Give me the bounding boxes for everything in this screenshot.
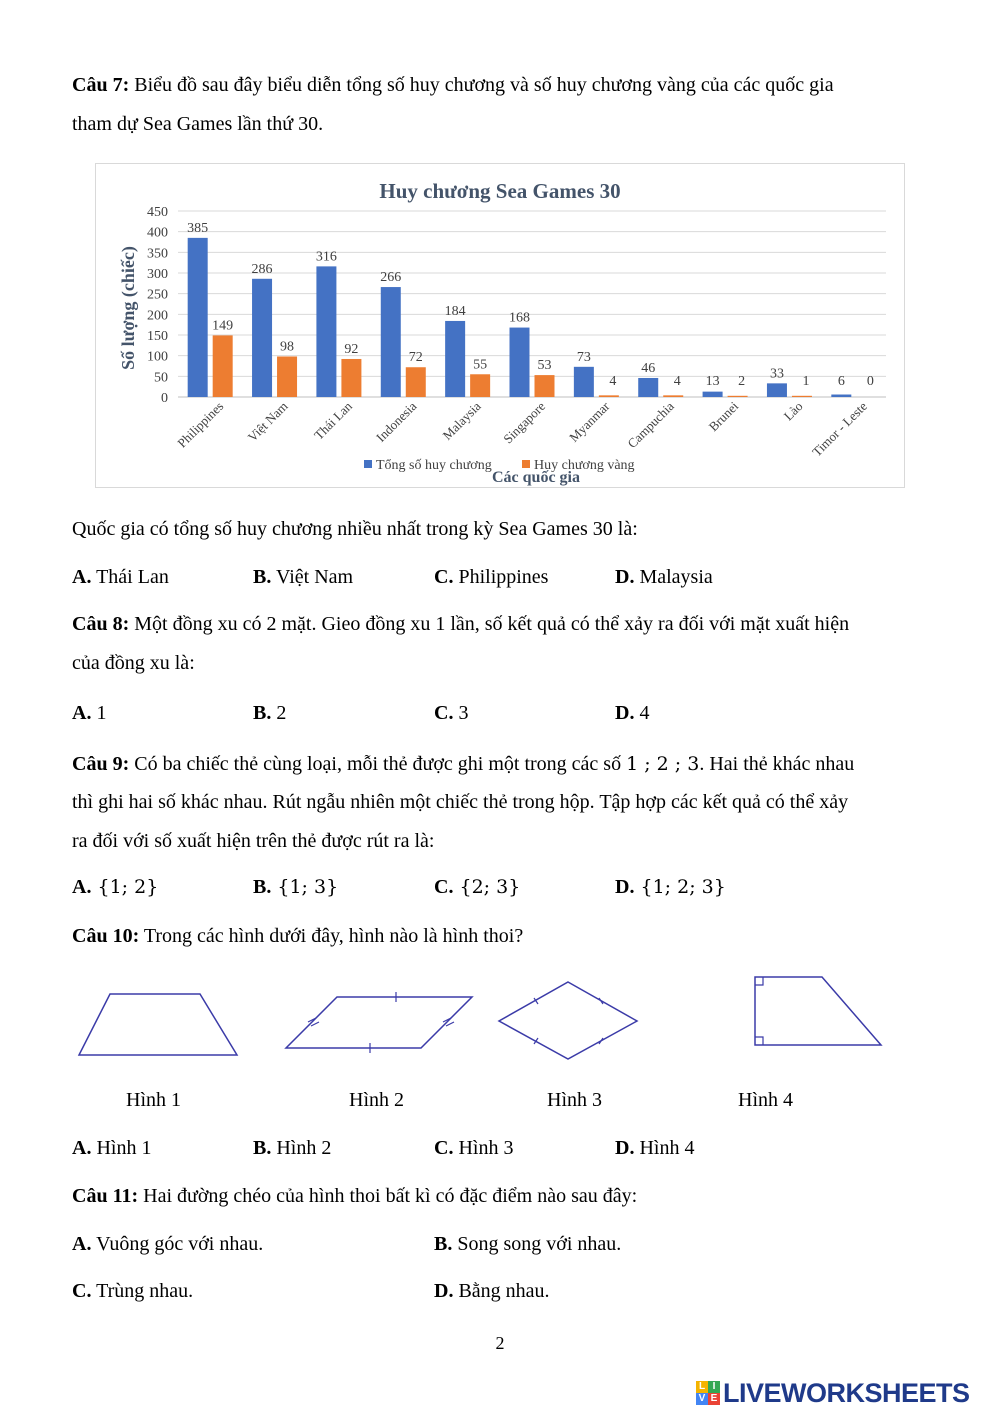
bar-gold-6 [599,395,619,397]
q7-option-c-key: C. [434,566,454,588]
q8-option-a-key: A. [72,702,92,724]
q8-option-a-text: 1 [91,702,107,724]
q8-option-b[interactable] [253,701,286,725]
logo-mark-l: L [696,1381,708,1393]
y-tick-label-300: 300 [147,267,168,282]
q9-text-1-math: 1 ; 2 ; 3 [626,753,700,775]
logo-mark-v: V [696,1393,708,1405]
bar-gold-0 [213,335,233,397]
q11-option-b[interactable] [434,1232,621,1256]
q11-label: Câu 11: [72,1185,139,1207]
data-label-gold-6: 4 [609,374,617,389]
data-label-gold-0: 149 [212,318,234,334]
medal-chart [95,163,905,488]
q8-label: Câu 8: [72,613,130,635]
q9-option-c[interactable] [434,875,520,899]
q7-option-c-text: Philippines [453,566,549,588]
q10-option-b[interactable] [253,1136,331,1160]
q9-option-d[interactable] [615,875,726,899]
q9-text-1b: . Hai thẻ khác nhau [699,753,855,775]
q7-label: Câu 7: [72,74,130,96]
chart-title: Huy chương Sea Games 30 [379,179,621,203]
data-label-gold-8: 2 [738,374,746,389]
bar-total-5 [510,328,530,397]
page-number: 2 [495,1333,505,1353]
data-label-total-8: 13 [705,374,720,389]
q8-option-b-text: 2 [271,702,287,724]
q8-option-c-text: 3 [453,702,469,724]
q11-option-c-key: C. [72,1280,92,1302]
logo-mark-i: I [708,1381,720,1393]
bar-total-0 [188,238,208,397]
logo-mark-icon [696,1381,720,1405]
q9-text-1a: Có ba chiếc thẻ cùng loại, mỗi thẻ được ghi một trong các số [129,753,627,775]
shape-4-right-trapezoid [755,977,881,1045]
q7-option-a[interactable] [72,565,169,589]
q7-option-a-key: A. [72,566,92,588]
shape-2-parallelogram [286,997,472,1048]
x-axis-label: Các quốc gia [492,469,580,486]
q7-option-b-text: Việt Nam [271,566,354,588]
q11-option-b-key: B. [434,1233,453,1255]
bar-total-6 [574,367,594,397]
q9-option-c-text: {2; 3} [453,876,521,898]
q8-line1 [72,612,849,636]
q9-option-b[interactable] [253,875,338,899]
q11-option-d[interactable] [434,1279,550,1303]
x-tick-label-5: Singapore [500,398,549,447]
q8-option-b-key: B. [253,702,272,724]
data-label-total-3: 266 [380,270,402,286]
shape-4-right-angle-top [755,977,763,985]
y-tick-label-200: 200 [147,308,168,324]
q9-option-d-key: D. [615,876,635,898]
q10-option-c[interactable] [434,1136,513,1160]
bar-total-8 [703,392,723,397]
q8-option-d-text: 4 [634,702,650,724]
y-tick-label-150: 150 [147,329,168,344]
y-tick-label-50: 50 [154,370,168,386]
q10-option-a[interactable] [72,1136,151,1160]
y-axis-label: Số lượng (chiếc) [118,246,138,370]
x-tick-label-0: Philippines [174,398,227,451]
bar-gold-3 [406,367,426,397]
q8-text-2: của đồng xu là: [72,652,195,674]
x-tick-label-3: Indonesia [373,398,420,445]
data-label-total-0: 385 [187,220,209,236]
y-tick-label-100: 100 [147,349,168,365]
q9-option-a-text: {1; 2} [91,876,159,898]
q9-text-2: thì ghi hai số khác nhau. Rút ngẫu nhiên một chiếc thẻ trong hộp. Tập hợp các kết quả có thể xảy [72,791,849,813]
q10-shapes [0,960,1000,1070]
bar-total-2 [316,266,336,397]
bar-total-1 [252,279,272,397]
x-tick-label-8: Brunei [705,398,742,435]
q7-line1 [72,73,834,97]
shape-label-2: Hình 2 [349,1089,404,1111]
q7-option-d-key: D. [615,566,635,588]
shape-3-rhombus [499,982,637,1059]
data-label-gold-5: 53 [537,358,552,374]
x-tick-label-1: Việt Nam [244,398,291,445]
data-label-total-10: 6 [837,374,845,389]
q7-option-a-text: Thái Lan [91,566,169,588]
bar-gold-2 [341,359,361,397]
bar-gold-7 [663,395,683,397]
q9-option-b-text: {1; 3} [271,876,339,898]
q7-text-2: tham dự Sea Games lần thứ 30. [72,113,324,135]
x-tick-label-2: Thái Lan [310,398,356,443]
bar-gold-5 [535,375,555,397]
data-label-total-5: 168 [509,310,530,326]
q7-text-1: Biểu đồ sau đây biểu diễn tổng số huy chương và số huy chương vàng của các quốc gia [129,74,834,96]
shape-1-trapezoid [79,994,237,1055]
bar-gold-9 [792,396,812,397]
q10-line [72,924,523,948]
shape-label-1: Hình 1 [126,1089,181,1111]
data-label-gold-7: 4 [673,374,681,389]
q7-option-d-text: Malaysia [634,566,713,588]
bar-total-9 [767,383,787,397]
q8-option-c-key: C. [434,702,454,724]
x-tick-label-7: Campuchia [624,398,677,451]
data-label-total-4: 184 [444,303,466,319]
q11-option-b-text: Song song với nhau. [452,1233,622,1255]
q11-option-d-key: D. [434,1280,454,1302]
q8-text-1: Một đồng xu có 2 mặt. Gieo đồng xu 1 lần, số kết quả có thể xảy ra đối với mặt xuất hiện [129,613,850,635]
shape-label-4: Hình 4 [738,1089,793,1111]
q10-text: Trong các hình dưới đây, hình nào là hình thoi? [139,925,524,947]
q9-option-c-key: C. [434,876,454,898]
q8-option-c[interactable] [434,701,468,725]
q7-option-d[interactable] [615,565,713,589]
data-label-total-6: 73 [576,349,591,365]
data-label-gold-9: 1 [802,374,810,389]
y-tick-label-450: 450 [147,205,168,220]
data-label-total-7: 46 [641,360,656,376]
legend-label-1: Huy chương vàng [534,458,635,473]
liveworksheets-logo [696,1378,996,1408]
q8-option-a[interactable] [72,701,106,725]
bar-total-3 [381,287,401,397]
q9-label: Câu 9: [72,753,130,775]
q9-text-3: ra đối với số xuất hiện trên thẻ được rút ra là: [72,830,435,852]
q9-option-a[interactable] [72,875,158,899]
q11-option-c-text: Trùng nhau. [91,1280,194,1302]
q9-option-d-text: {1; 2; 3} [634,876,726,898]
q7-option-b-key: B. [253,566,272,588]
bar-gold-1 [277,356,297,397]
x-tick-label-6: Myanmar [566,398,613,445]
legend-swatch-1 [522,460,530,468]
q11-option-c[interactable] [72,1279,193,1303]
q11-option-a-text: Vuông góc với nhau. [91,1233,264,1255]
q10-option-d[interactable] [615,1136,694,1160]
legend-swatch-0 [364,460,372,468]
q7-question: Quốc gia có tổng số huy chương nhiều nhất trong kỳ Sea Games 30 là: [72,518,638,540]
q10-option-a-text: Hình 1 [91,1137,152,1159]
bar-total-7 [638,378,658,397]
shape-4-right-angle-bottom [755,1037,763,1045]
y-tick-label-350: 350 [147,246,168,262]
q10-option-c-text: Hình 3 [453,1137,514,1159]
q10-option-d-key: D. [615,1137,635,1159]
q7-option-c[interactable] [434,565,548,589]
x-tick-label-4: Malaysia [439,398,484,443]
q8-option-d[interactable] [615,701,649,725]
q9-line1 [72,752,854,776]
logo-text: LIVEWORKSHEETS [723,1377,970,1408]
x-tick-label-9: Lào [780,398,806,424]
data-label-total-2: 316 [315,249,337,265]
q10-label: Câu 10: [72,925,140,947]
q10-option-a-key: A. [72,1137,92,1159]
q10-option-c-key: C. [434,1137,454,1159]
q9-option-a-key: A. [72,876,92,898]
q7-option-b[interactable] [253,565,353,589]
bar-total-10 [831,395,851,397]
y-tick-label-0: 0 [161,391,168,406]
q11-line [72,1184,637,1208]
q9-option-b-key: B. [253,876,272,898]
data-label-gold-10: 0 [866,374,874,389]
q11-option-a-key: A. [72,1233,92,1255]
data-label-total-9: 33 [769,366,784,382]
bar-total-4 [445,321,465,397]
medal-chart-svg [96,164,904,487]
q10-option-d-text: Hình 4 [634,1137,695,1159]
bar-gold-8 [728,396,748,397]
q11-option-a[interactable] [72,1232,263,1256]
q11-text: Hai đường chéo của hình thoi bất kì có đặc điểm nào sau đây: [138,1185,638,1207]
legend-label-0: Tổng số huy chương [376,458,492,473]
y-tick-label-400: 400 [147,225,168,241]
data-label-gold-4: 55 [473,357,488,373]
data-label-total-1: 286 [251,261,273,277]
q10-option-b-key: B. [253,1137,272,1159]
data-label-gold-2: 92 [344,341,359,357]
data-label-gold-1: 98 [280,339,295,355]
q11-option-d-text: Bằng nhau. [453,1280,550,1302]
x-tick-label-10: Timor - Leste [809,398,870,460]
q10-option-b-text: Hình 2 [271,1137,332,1159]
q8-option-d-key: D. [615,702,635,724]
shape-label-3: Hình 3 [547,1089,602,1111]
bar-gold-4 [470,374,490,397]
y-tick-label-250: 250 [147,287,168,303]
logo-mark-e: E [708,1393,720,1405]
data-label-gold-3: 72 [408,350,423,366]
